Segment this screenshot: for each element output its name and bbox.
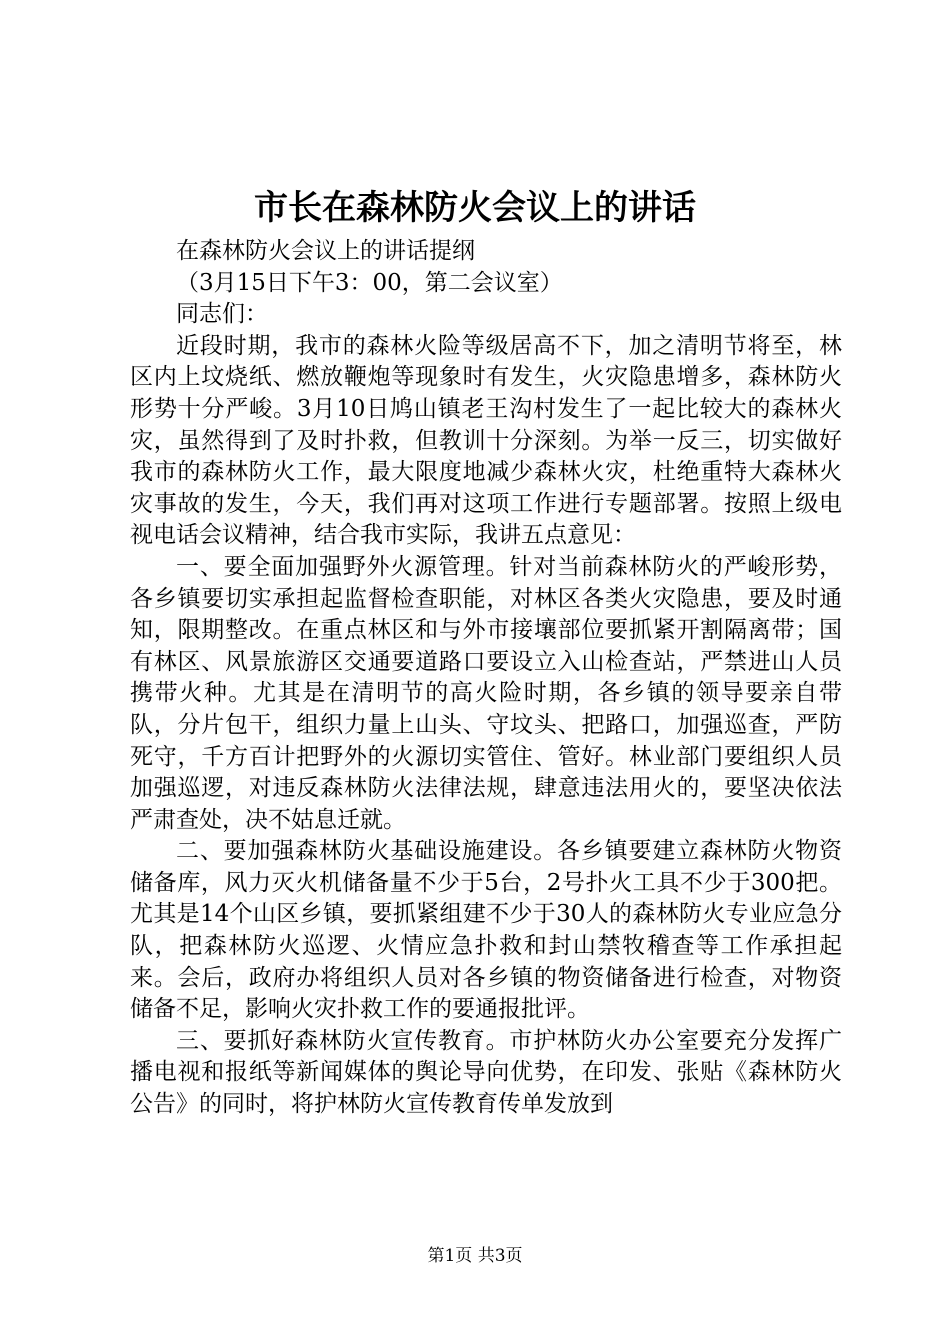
outline-heading: 在森林防火会议上的讲话提纲 (176, 238, 475, 264)
intro-paragraph: 近段时期，我市的森林火险等级居高不下，加之清明节将至，林区内上坟烧纸、燃放鞭炮等现象时有发生，火灾隐患增多，森林防火形势十分严峻。3月10日鸠山镇老王沟村发生了一起比较大的森林火灾，虽然得到了及时扑救，但教训十分深刻。为举一反三，切实做好我市的森林防火工作，最大限度地减少森林火灾，杜绝重特大森林火灾事故的发生，今天，我们再对这项工作进行专题部署。按照上级电视电话会议精神，结合我市实际，我讲五点意见： (130, 332, 842, 549)
point-two-paragraph: 二、要加强森林防火基础设施建设。各乡镇要建立森林防火物资储备库，风力灭火机储备量不少于5台，2号扑火工具不少于300把。尤其是14个山区乡镇，要抓紧组建不少于30人的森林防火专业应急分队，把森林防火巡逻、火情应急扑救和封山禁牧稽查等工作承担起来。会后，政府办将组织人员对各乡镇的物资储备进行检查，对物资储备不足，影响火灾扑救工作的要通报批评。 (130, 838, 842, 1023)
page-number-footer: 第1页 共3页 (427, 1246, 523, 1266)
document-body (130, 236, 842, 1121)
document-title: 市长在森林防火会议上的讲话 (254, 188, 696, 228)
point-one-paragraph: 一、要全面加强野外火源管理。针对当前森林防火的严峻形势，各乡镇要切实承担起监督检查职能，对林区各类火灾隐患，要及时通知，限期整改。在重点林区和与外市接壤部位要抓紧开割隔离带；国有林区、风景旅游区交通要道路口要设立入山检查站，严禁进山人员携带火种。尤其是在清明节的高火险时期，各乡镇的领导要亲自带队，分片包干，组织力量上山头、守坟头、把路口，加强巡查，严防死守，千方百计把野外的火源切实管住、管好。林业部门要组织人员加强巡逻，对违反森林防火法律法规，肆意违法用火的，要坚决依法严肃查处，决不姑息迁就。 (130, 553, 842, 833)
point-three-paragraph: 三、要抓好森林防火宣传教育。市护林防火办公室要充分发挥广播电视和报纸等新闻媒体的舆论导向优势，在印发、张贴《森林防火公告》的同时，将护林防火宣传教育传单发放到 (130, 1027, 842, 1118)
salutation: 同志们： (176, 301, 268, 328)
meeting-time-place: （3月15日下午3：00，第二会议室） (176, 269, 563, 296)
